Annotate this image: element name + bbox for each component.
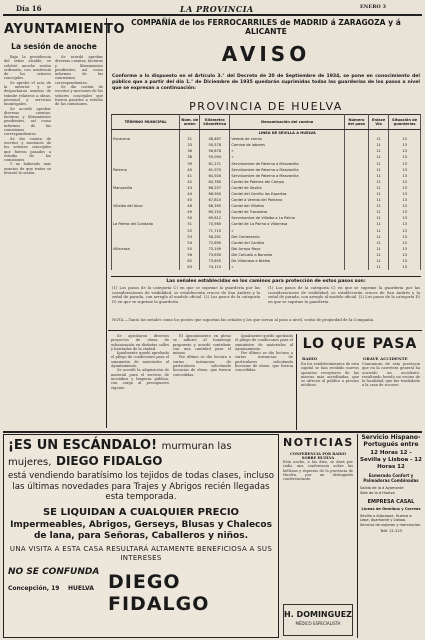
table-cell: 59,094 — [200, 154, 230, 160]
table-cell: 58,281 — [200, 234, 230, 240]
table-cell: 53 — [180, 234, 200, 240]
table-cell: 56 — [180, 252, 200, 258]
servicio-l1: Líneas de Ómnibus y Correos — [361, 507, 421, 511]
table-cell: 66,900 — [200, 191, 230, 197]
table-cell: 13 — [389, 148, 421, 154]
table-cell: Del Cañuelo a Bonares — [230, 252, 345, 258]
table-cell: 13 — [389, 240, 421, 246]
table-cell: Cordel de Trocadero — [230, 209, 345, 215]
table-cell: 11 — [369, 160, 389, 166]
table-cell: 11 — [369, 209, 389, 215]
table-cell: Servidumbre de Paterna a Manzanilla — [230, 173, 345, 179]
accident-head: GRAVE ACCIDENTE — [363, 356, 408, 361]
table-cell: 11 — [369, 197, 389, 203]
ad-banner: SE LIQUIDAN A CUALQUIER PRECIO — [42, 506, 240, 518]
table-cell: » — [230, 154, 345, 160]
table-cell: Manzanilla — [112, 185, 180, 191]
table-cell: 42 — [180, 179, 200, 185]
servicio-sub: Esmerado Confort y Palmadoras Combinadas — [363, 473, 419, 483]
table-cell: 49 — [180, 209, 200, 215]
col-municipio: TÉRMINO MUNICIPAL — [112, 115, 180, 130]
ad-line1: está vendiendo baratísimo los tejidos de todas clases, incluso las últimas novedades para Trajes y Abrigos recién llegadas esta temporada. — [8, 471, 274, 502]
servicio-real — [357, 434, 422, 638]
ad-line2: Impermeables, Abrigos, Gerseys, Blusas y Chalecos de lana, para Señoras, Caballeros y niños. — [10, 519, 272, 541]
table-cell: Cordel de Paterna del Campo — [230, 179, 345, 185]
table-cell: 33 — [180, 142, 200, 148]
table-cell: 13 — [389, 264, 421, 270]
servicio-route: 12 Horas 12 - Sevilla y Lisboa - 12 Horas 12 — [360, 450, 422, 470]
table-cell: 13 — [389, 228, 421, 234]
header-rule — [3, 14, 422, 16]
table-cell: 11 — [369, 136, 389, 142]
col-ext: Enlace Vía — [369, 115, 389, 130]
table-cell: 72,890 — [200, 240, 230, 246]
table-cell: Villarrasa — [112, 246, 180, 252]
table-cell: 41 — [180, 173, 200, 179]
header-date: ENERO 3 — [360, 4, 386, 10]
table-cell: 11 — [369, 221, 389, 227]
table-cell: Camino de labores — [230, 142, 345, 148]
table-cell: 61,970 — [200, 167, 230, 173]
table-cell — [344, 264, 368, 270]
table-cell: » — [230, 264, 345, 270]
table-cell: 63 — [180, 264, 200, 270]
province-heading: PROVINCIA DE HUELVA — [189, 100, 343, 113]
dominguez-name: H. DOMINGUEZ — [284, 610, 352, 619]
table-cell: 11 — [369, 142, 389, 148]
table-cell: 36 — [180, 148, 200, 154]
table-cell: Cordel del Villalba — [230, 203, 345, 209]
article-title: La sesión de anoche — [11, 42, 97, 51]
table-cell: 39 — [180, 160, 200, 166]
table-cell: 50 — [180, 215, 200, 221]
table-cell: 11 — [369, 258, 389, 264]
warn-text: (1) Los pasos de la categoría C) en que se suprime la guardería por las consideraciones de visibilidad, se establecerán cruces de San Andrés y la señal de parada, con arreglo al modelo oficial. (2) Los pasos de la categoría D) en que se suprime la guardería. — [112, 286, 260, 304]
article-paragraph: Se acordó aprobar diversas cuentas, facturas y libramientos pendientes, así como informes de las comisiones correspondientes. — [4, 106, 51, 137]
table-cell: 13 — [389, 246, 421, 252]
column-rule — [296, 334, 297, 430]
servicio-phone: Telé. 21.223 — [380, 529, 402, 533]
table-cell: La Palma del Condado — [112, 221, 180, 227]
table-cell: 11 — [369, 234, 389, 240]
table-cell: 73,149 — [200, 246, 230, 252]
aviso-intro: Conforme a lo dispuesto en el Artículo 3.° del Decreto de 20 de Septiembre de 1934, se pone en conocimiento del público que a partir del día 1.° de Diciembre de 1935 quedarán suprimidas todas las guarderías de los pasos a nivel que se expresan a continuación: — [112, 74, 420, 91]
table-cell: 45 — [180, 197, 200, 203]
table-cell: 13 — [389, 252, 421, 258]
table-cell: Cordel de Sevilla — [230, 185, 345, 191]
table-cell: 13 — [389, 179, 421, 185]
servicio-s1: Salida de la á Ayamonte — [360, 486, 404, 490]
table-cell: 31 — [180, 136, 200, 142]
table-cell: 13 — [389, 173, 421, 179]
warn-title: Las señales establecidas en los caminos para protección de estos pasos son: — [166, 279, 366, 284]
ad-brand: DIEGO FIDALGO — [55, 454, 163, 468]
rail-title: COMPAÑÍA de los FERROCARRILES de MADRID á ZARAGOZA y á ALICANTE — [131, 18, 401, 36]
table-cell: 11 — [369, 191, 389, 197]
servicio-heading: Servicio Hispano-Portugués entre — [361, 434, 421, 448]
newspaper-name: LA PROVINCIA — [180, 4, 254, 14]
article-paragraph: Se aprobó el acta de la anterior y se despacharon asuntos de trámite relativos a obras, personal y servicios municipales. — [4, 80, 51, 107]
table-cell: 54 — [180, 240, 200, 246]
line-name: LINEA DE SEVILLA A HUELVA — [230, 130, 345, 137]
table-cell: 11 — [369, 246, 389, 252]
table-cell: 73,650 — [200, 258, 230, 264]
aviso-bottom-rule — [108, 330, 422, 331]
loquepasa-title: LO QUE PASA — [302, 336, 418, 352]
table-cell: 48,467 — [200, 136, 230, 142]
table-cell: 13 — [389, 185, 421, 191]
table-cell: 62 — [180, 258, 200, 264]
table-cell: 11 — [369, 154, 389, 160]
noticias-text: Esta noche, a las diez, se dará por radio una conferencia sobre las bellezas y riquezas de la provincia de Huelva, por un distinguido conferenciante. — [283, 460, 353, 482]
dominguez-box — [283, 604, 353, 636]
section-title: AYUNTAMIENTO — [4, 22, 126, 37]
table-cell: 13 — [389, 234, 421, 240]
table-cell: 11 — [369, 203, 389, 209]
accident-text: Comunican de esta provincia que en la carretera general ha ocurrido un accidente, resultando herido un vecino de la localidad, que fue trasladado a la casa de socorro. — [362, 362, 420, 388]
mid-paragraph: El Ayuntamiento en pleno se adhirió al homenaje propuesto y acordó contribuir con una cantidad para el mismo. — [173, 334, 231, 356]
table-cell: 11 — [369, 240, 389, 246]
table-cell: 13 — [389, 142, 421, 148]
ad-address: Concepción, 19 — [8, 584, 60, 592]
servicio-s2: Sale de la á Huelva — [360, 490, 395, 495]
table-cell: 13 — [389, 203, 421, 209]
mid-article — [111, 334, 169, 428]
table-cell: 11 — [369, 179, 389, 185]
table-cell: Cordel de La Palma a Villarrasa — [230, 221, 345, 227]
dominguez-sub: MÉDICO ESPECIALISTA — [295, 621, 341, 626]
article-paragraph: Bajo la presidencia del señor alcalde, se celebró anoche sesión ordinaria, con asistencia de los señores concejales. — [4, 55, 51, 81]
table-cell: 13 — [389, 258, 421, 264]
col-num: Núm. de orden — [180, 115, 200, 130]
table-cell: 67,810 — [200, 197, 230, 203]
table-cell: 48 — [180, 203, 200, 209]
table-cell: 38 — [180, 154, 200, 160]
mid-paragraph: Por último se dio lectura a varias instancias de particulares solicitando licencias de obras, que fueron concedidas. — [235, 351, 293, 373]
mid-paragraph: Igualmente quedó aprobado el pliego de condiciones para el suministro de materiales al Ayuntamiento. — [111, 351, 169, 369]
table-cell: Del Arroyo Rayo — [230, 246, 345, 252]
article-paragraph: Se acordó aprobar diversas cuentas, facturas y libramientos pendientes, así como informes de las comisiones correspondientes. — [55, 55, 103, 85]
table-cell: 11 — [369, 264, 389, 270]
table-cell: 71,710 — [200, 228, 230, 234]
col-km: Kilómetro kilométrico — [200, 115, 230, 130]
table-cell: 52 — [180, 228, 200, 234]
ad-headline: ¡ES UN ESCÁNDALO! — [8, 438, 158, 453]
table-cell: 11 — [369, 228, 389, 234]
mid-article-2 — [173, 334, 231, 428]
table-cell: Paterna — [112, 167, 180, 173]
table-cell: Cordel a Vereda del Pantano — [230, 197, 345, 203]
table-cell: Cordel del Cantillo — [230, 240, 345, 246]
table-cell: 11 — [369, 148, 389, 154]
table-cell: 11 — [369, 173, 389, 179]
article-paragraph: Se dio cuenta de escritos y mociones de los señores concejales que fueron pasados a estudio de las comisiones. — [4, 136, 51, 163]
table-cell: 13 — [389, 215, 421, 221]
ad-lead: murmuran las mujeres, — [8, 441, 232, 468]
mid-paragraph: Se acordó la adquisición de material para el servicio de incendios y limpieza pública, con cargo al presupuesto vigente. — [111, 368, 169, 390]
mid-paragraph: Se aprobaron diversos proyectos de obras de urbanización en distintas calles y barriadas de la ciudad. — [111, 334, 169, 351]
empresa: EMPRESA CASAL — [367, 499, 415, 505]
ad-city: HUELVA — [68, 584, 94, 592]
article-paragraph: Se dio cuenta de escritos y mociones de los señores concejales que fueron pasados a estudio de las comisiones. — [55, 85, 103, 107]
table-cell: 51 — [180, 221, 200, 227]
table-cell: » — [230, 228, 345, 234]
table-cell: 74,110 — [200, 264, 230, 270]
table-cell: Vereda de carros — [230, 136, 345, 142]
ad-brand-big: DIEGO FIDALGO — [108, 570, 210, 615]
ad-no-confunda: NO SE CONFUNDA — [8, 566, 100, 577]
table-cell: 13 — [389, 154, 421, 160]
table-cell: 70,560 — [200, 221, 230, 227]
table-cell: 50,578 — [200, 142, 230, 148]
table-cell — [112, 264, 180, 270]
table-cell: 44 — [180, 191, 200, 197]
table-cell: » — [230, 148, 345, 154]
table-cell: 13 — [389, 221, 421, 227]
table-cell: Servidumbre de Paterna a Manzanilla — [230, 160, 345, 166]
servicio-l2: Sevilla a Aljaraque, Huelva a Lepe, Ayamonte y Lisboa. — [360, 513, 412, 522]
table-cell: 13 — [389, 197, 421, 203]
noticias-sub: CONFERENCIA POR RADIO SOBRE HUELVA — [290, 452, 346, 460]
table-cell: 68,390 — [200, 203, 230, 209]
table-cell: 43 — [180, 185, 200, 191]
table-cell: 64,500 — [200, 173, 230, 179]
table-cell: 11 — [369, 215, 389, 221]
table-cell: 69,154 — [200, 209, 230, 215]
table-cell: 11 — [369, 185, 389, 191]
col-num2: Número del paso — [344, 115, 368, 130]
mid-paragraph: Por último se dio lectura a varias instancias de particulares solicitando licencias de obras, que fueron concedidas. — [173, 355, 231, 377]
aviso-heading: AVISO — [221, 42, 311, 66]
table-cell: Escacena — [112, 136, 180, 142]
table-cell: Servidumbre de Villalba a La Palma — [230, 215, 345, 221]
table-cell: 55 — [180, 246, 200, 252]
fidalgo-ad — [3, 434, 279, 638]
warn-text-2: (1) Los pasos de la categoría C) en que se suprime la guardería por las consideraciones de visibilidad, se establecerán cruces de San Andrés y la señal de parada, con arreglo al modelo oficial. (2) Los pasos de la categoría D) en que se suprime la guardería. — [268, 286, 420, 304]
page-date: Día 16 — [16, 4, 42, 13]
table-cell: Del Cementerio — [230, 234, 345, 240]
servicio-l3: Servicio de viajeros y mercancías. — [360, 522, 422, 527]
table-row — [112, 264, 421, 270]
table-cell: 13 — [389, 136, 421, 142]
table-cell: 66,257 — [200, 185, 230, 191]
table-cell: 13 — [389, 209, 421, 215]
table-cell: 40 — [180, 167, 200, 173]
mid-page-rule — [3, 431, 422, 433]
col-sit: Situación de guarderías — [389, 115, 421, 130]
table-cell: De Villarrasa a Niebla — [230, 258, 345, 264]
mid-paragraph: Igualmente quedó aprobado el pliego de condiciones para el suministro de materiales al Ayuntamiento. — [235, 334, 293, 351]
table-cell: 73,630 — [200, 252, 230, 258]
table-cell: Servidumbre de Paterna a Manzanilla — [230, 167, 345, 173]
table-cell: 56,878 — [200, 148, 230, 154]
article-body-col2 — [55, 55, 103, 428]
column-rule — [106, 18, 107, 428]
table-bottom-rule — [111, 276, 421, 277]
article-body — [4, 55, 51, 428]
col-den: Denominación del camino — [230, 115, 345, 130]
table-cell: 11 — [369, 252, 389, 258]
table-cell: 11 — [369, 167, 389, 173]
radio-text: En los establecimientos de esta capital se han recibido nuevos aparatos receptores de las marcas más acreditadas, que se ofrecen al público a precios módicos. — [301, 362, 359, 388]
ad-line3: UNA VISITA A ESTA CASA RESULTARÁ ALTAMENTE BENEFICIOSA A SUS INTERESES — [9, 544, 273, 562]
radio-head: RADIO — [302, 356, 318, 361]
table-cell: 69,612 — [200, 215, 230, 221]
aviso-note: NOTA.—Tanto las señales como los postes que soportan las señales y los que sirvan al paso a nivel, serán de propiedad de la Compañía. — [112, 318, 375, 322]
mid-article-3 — [235, 334, 293, 428]
table-cell: 64,780 — [200, 179, 230, 185]
table-cell: Cordel del Cerrillo las Espartas — [230, 191, 345, 197]
noticias-title: NOTICIAS — [283, 436, 354, 449]
rail-table — [111, 114, 421, 270]
article-paragraph: Y no habiendo más asuntos de que tratar se levantó la sesión. — [4, 162, 51, 176]
table-cell: 13 — [389, 167, 421, 173]
table-cell: 61,271 — [200, 160, 230, 166]
table-cell: 13 — [389, 160, 421, 166]
table-cell: Villalba del Alcor — [112, 203, 180, 209]
table-cell: 13 — [389, 191, 421, 197]
